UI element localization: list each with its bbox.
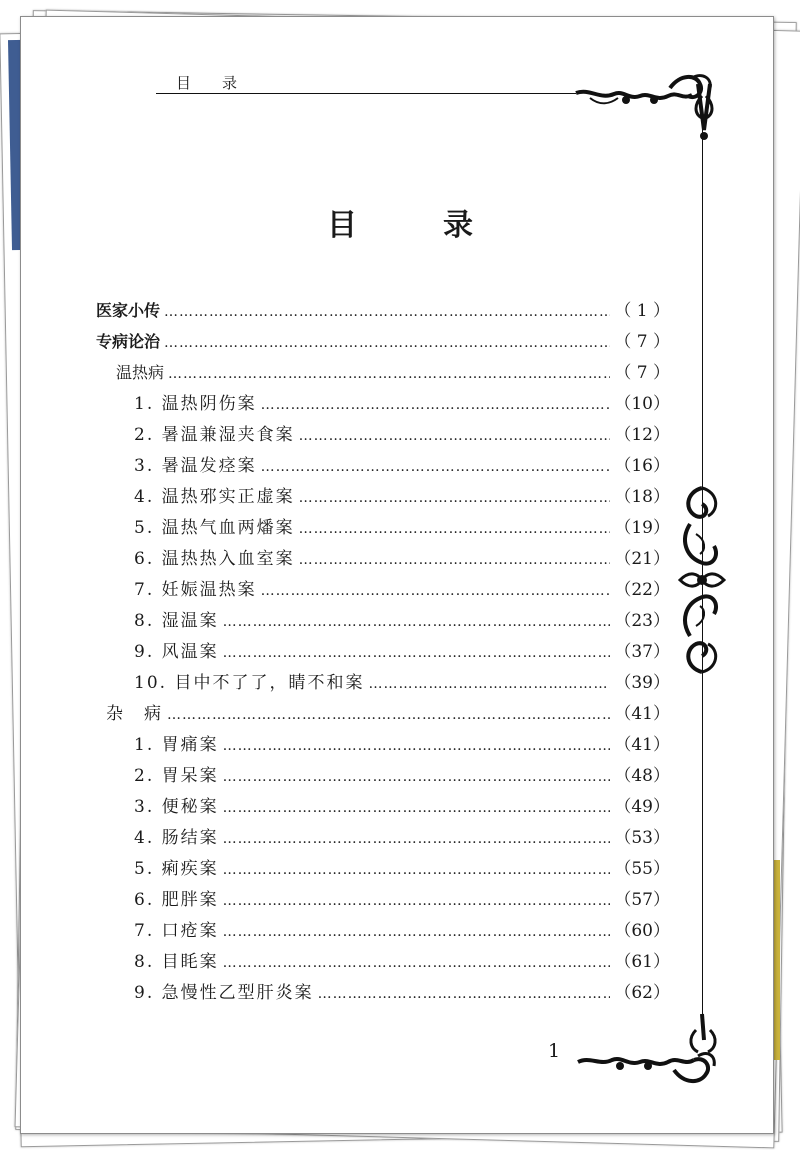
leader-dots bbox=[223, 614, 611, 630]
toc-entry[interactable] bbox=[106, 699, 670, 723]
toc-entry[interactable] bbox=[134, 730, 670, 754]
corner-ornament-bottom bbox=[574, 1010, 720, 1090]
toc-entry-label: 8. 目眊案 bbox=[134, 952, 219, 972]
leader-dots bbox=[299, 552, 611, 568]
toc-entry-page-number: （49） bbox=[614, 797, 670, 817]
toc-entry-label: 3. 便秘案 bbox=[134, 797, 219, 817]
leader-dots bbox=[318, 986, 611, 1002]
toc-entry-page-number: （10） bbox=[614, 394, 670, 414]
leader-dots bbox=[261, 397, 611, 413]
leader-dots bbox=[223, 738, 611, 754]
toc-entry-page-number: （21） bbox=[614, 549, 670, 569]
page-title: 目 录 bbox=[327, 208, 501, 243]
toc-entry[interactable] bbox=[134, 544, 670, 568]
toc-entry-page-number: （41） bbox=[614, 735, 670, 755]
toc-entry-page-number: （60） bbox=[614, 921, 670, 941]
leader-dots bbox=[223, 645, 611, 661]
toc-entry[interactable] bbox=[134, 637, 670, 661]
toc-entry[interactable] bbox=[134, 916, 670, 940]
toc-entry-page-number: （18） bbox=[614, 487, 670, 507]
toc-entry-label: 8. 湿温案 bbox=[134, 611, 219, 631]
toc-entry-page-number: （ 7 ） bbox=[614, 363, 670, 383]
corner-ornament-top bbox=[570, 70, 720, 150]
toc-entry-page-number: （53） bbox=[614, 828, 670, 848]
toc-entry-page-number: （22） bbox=[614, 580, 670, 600]
toc-entry-label: 2. 暑温兼湿夹食案 bbox=[134, 425, 295, 445]
leader-dots bbox=[223, 924, 611, 940]
toc-entry[interactable] bbox=[134, 761, 670, 785]
toc-entry[interactable] bbox=[134, 885, 670, 909]
leader-dots bbox=[168, 366, 610, 382]
toc-entry[interactable] bbox=[134, 420, 670, 444]
toc-entry[interactable] bbox=[134, 947, 670, 971]
toc-entry-page-number: （37） bbox=[614, 642, 670, 662]
toc-entry-label: 2. 胃呆案 bbox=[134, 766, 219, 786]
toc-entry-page-number: （57） bbox=[614, 890, 670, 910]
toc-entry-label: 医家小传 bbox=[96, 301, 161, 320]
toc-entry-label: 9. 风温案 bbox=[134, 642, 219, 662]
leader-dots bbox=[299, 490, 611, 506]
toc-entry-label: 6. 温热热入血室案 bbox=[134, 549, 295, 569]
toc-entry[interactable] bbox=[96, 327, 670, 351]
page-number: 1 bbox=[548, 1040, 561, 1062]
leader-dots bbox=[368, 676, 610, 692]
toc-entry-page-number: （ 7 ） bbox=[614, 332, 670, 352]
toc-entry[interactable] bbox=[134, 668, 670, 692]
toc-entry[interactable] bbox=[134, 854, 670, 878]
toc-entry[interactable] bbox=[134, 482, 670, 506]
toc-entry-page-number: （12） bbox=[614, 425, 670, 445]
toc-entry-label: 杂 病 bbox=[106, 704, 163, 724]
toc-entry[interactable] bbox=[96, 296, 670, 320]
running-head: 目 录 bbox=[176, 74, 246, 92]
toc-entry[interactable] bbox=[134, 606, 670, 630]
toc-entry-page-number: （62） bbox=[614, 983, 670, 1003]
leader-dots bbox=[223, 769, 611, 785]
toc-entry-label: 9. 急慢性乙型肝炎案 bbox=[134, 983, 314, 1003]
toc-entry[interactable] bbox=[134, 792, 670, 816]
toc-entry-label: 6. 肥胖案 bbox=[134, 890, 219, 910]
leader-dots bbox=[223, 862, 611, 878]
leader-dots bbox=[261, 583, 611, 599]
side-ornament-middle bbox=[676, 484, 730, 676]
toc-entry-label: 4. 肠结案 bbox=[134, 828, 219, 848]
toc-entry-label: 10. 目中不了了，睛不和案 bbox=[134, 673, 365, 693]
leader-dots bbox=[167, 707, 610, 723]
toc-entry-label: 7. 口疮案 bbox=[134, 921, 219, 941]
leader-dots bbox=[261, 459, 611, 475]
leader-dots bbox=[299, 428, 611, 444]
toc-entry[interactable] bbox=[116, 358, 670, 382]
leader-dots bbox=[223, 893, 611, 909]
toc-entry-page-number: （23） bbox=[614, 611, 670, 631]
leader-dots bbox=[223, 831, 611, 847]
toc-entry[interactable] bbox=[134, 513, 670, 537]
toc-entry[interactable] bbox=[134, 389, 670, 413]
toc-entry-page-number: （55） bbox=[614, 859, 670, 879]
toc-entry-page-number: （ 1 ） bbox=[614, 301, 670, 321]
leader-dots bbox=[223, 955, 611, 971]
toc-entry-label: 4. 温热邪实正虚案 bbox=[134, 487, 295, 507]
toc-entry-page-number: （41） bbox=[614, 704, 670, 724]
toc-entry-label: 1. 胃痛案 bbox=[134, 735, 219, 755]
toc-entry[interactable] bbox=[134, 451, 670, 475]
toc-entry-label: 温热病 bbox=[116, 363, 165, 382]
toc-entry-label: 5. 痢疾案 bbox=[134, 859, 219, 879]
toc-entry-page-number: （39） bbox=[614, 673, 670, 693]
toc-entry[interactable] bbox=[134, 978, 670, 1002]
leader-dots bbox=[164, 304, 610, 320]
toc-entry-page-number: （48） bbox=[614, 766, 670, 786]
toc-entry-label: 1. 温热阴伤案 bbox=[134, 394, 257, 414]
toc-entry-page-number: （19） bbox=[614, 518, 670, 538]
toc-entry-label: 3. 暑温发痉案 bbox=[134, 456, 257, 476]
leader-dots bbox=[299, 521, 611, 537]
toc-entry[interactable] bbox=[134, 823, 670, 847]
leader-dots bbox=[223, 800, 611, 816]
leader-dots bbox=[164, 335, 610, 351]
toc-entry[interactable] bbox=[134, 575, 670, 599]
toc-entry-label: 5. 温热气血两燔案 bbox=[134, 518, 295, 538]
header-rule bbox=[156, 93, 576, 94]
toc-entry-page-number: （16） bbox=[614, 456, 670, 476]
toc-entry-label: 7. 妊娠温热案 bbox=[134, 580, 257, 600]
toc-entry-page-number: （61） bbox=[614, 952, 670, 972]
toc-entry-label: 专病论治 bbox=[96, 332, 161, 351]
